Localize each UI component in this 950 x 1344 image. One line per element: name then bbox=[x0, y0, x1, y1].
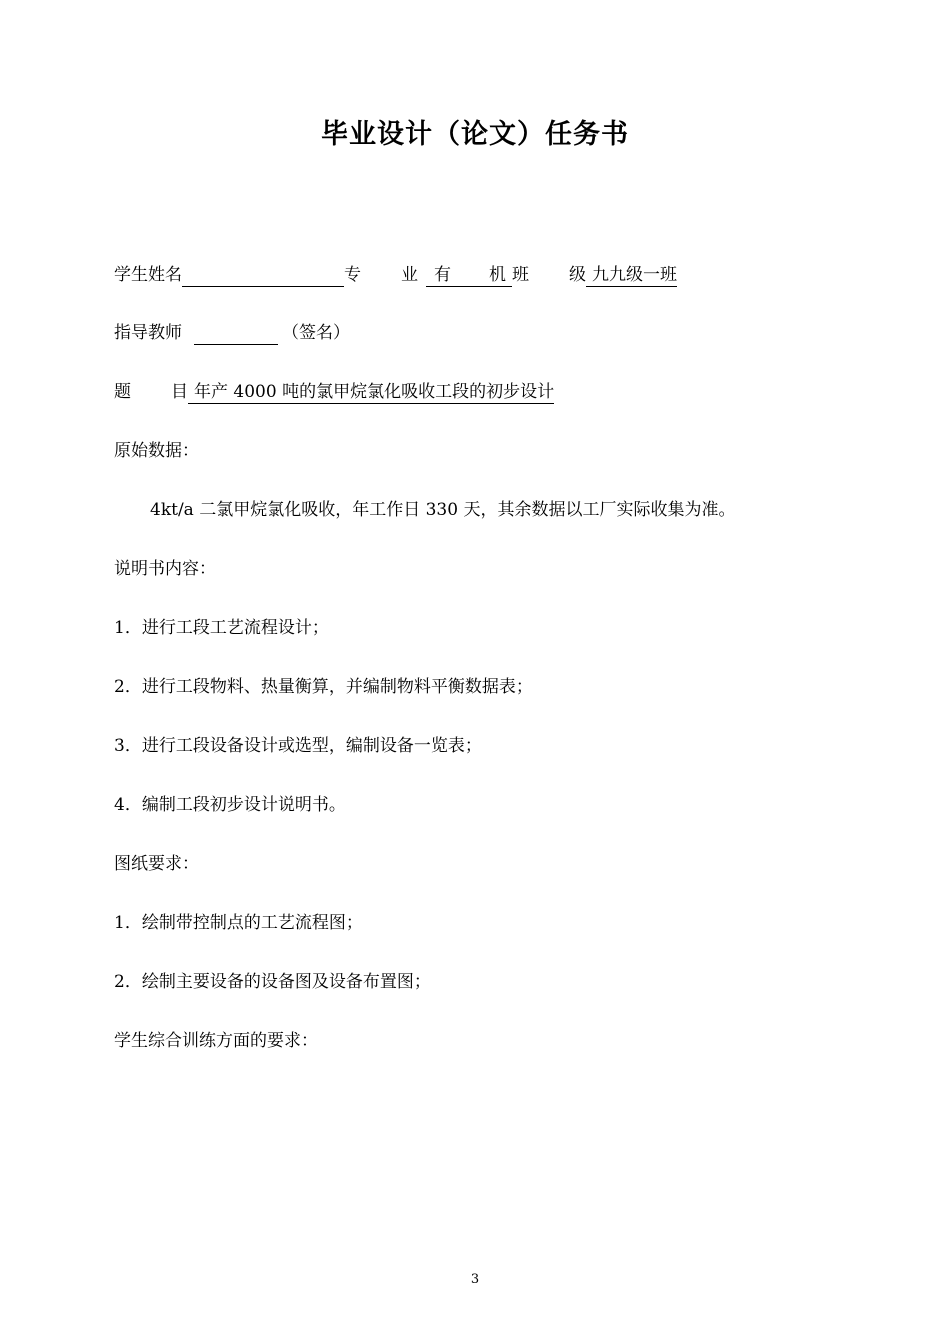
student-name-blank bbox=[182, 266, 344, 287]
class-label-1: 班 bbox=[512, 265, 529, 285]
class-value bbox=[586, 264, 677, 287]
advisor-line bbox=[114, 321, 350, 345]
student-name-label: 学生姓名 bbox=[114, 265, 182, 285]
major-label-2: 业 bbox=[401, 265, 418, 285]
training-heading: 学生综合训练方面的要求： bbox=[114, 1031, 318, 1051]
major-value-2: 机 bbox=[489, 265, 506, 285]
advisor-sign-note: （签名） bbox=[282, 323, 350, 343]
raw-data-text: 4kt/a 二氯甲烷氯化吸收，年工作日 330 天，其余数据以工厂实际收集为准。 bbox=[150, 500, 736, 520]
topic-label-2: 目 bbox=[171, 382, 188, 402]
page-number: 3 bbox=[470, 1272, 480, 1287]
manual-item: 2．进行工段物料、热量衡算，并编制物料平衡数据表； bbox=[114, 677, 533, 697]
advisor-signature-blank bbox=[194, 324, 278, 345]
topic-value-text: 年产 4000 吨的氯甲烷氯化吸收工段的初步设计 bbox=[194, 382, 555, 402]
manual-heading: 说明书内容： bbox=[114, 559, 216, 579]
student-info-line bbox=[114, 263, 677, 287]
topic-line bbox=[114, 380, 554, 404]
major-label-1: 专 bbox=[344, 265, 361, 285]
raw-data-heading: 原始数据： bbox=[114, 441, 199, 461]
topic-value bbox=[188, 381, 554, 404]
drawings-item: 1．绘制带控制点的工艺流程图； bbox=[114, 913, 363, 933]
drawings-heading: 图纸要求： bbox=[114, 854, 199, 874]
manual-item: 3．进行工段设备设计或选型，编制设备一览表； bbox=[114, 736, 482, 756]
advisor-label: 指导教师 bbox=[114, 323, 182, 343]
topic-label-1: 题 bbox=[114, 382, 131, 402]
manual-item: 4．编制工段初步设计说明书。 bbox=[114, 795, 346, 815]
major-value bbox=[426, 264, 512, 287]
class-value-text: 九九级一班 bbox=[592, 265, 677, 285]
major-value-1: 有 bbox=[434, 265, 451, 285]
drawings-item: 2．绘制主要设备的设备图及设备布置图； bbox=[114, 972, 431, 992]
class-label-2: 级 bbox=[569, 265, 586, 285]
manual-item: 1．进行工段工艺流程设计； bbox=[114, 618, 329, 638]
document-title: 毕业设计（论文）任务书 bbox=[321, 119, 629, 150]
